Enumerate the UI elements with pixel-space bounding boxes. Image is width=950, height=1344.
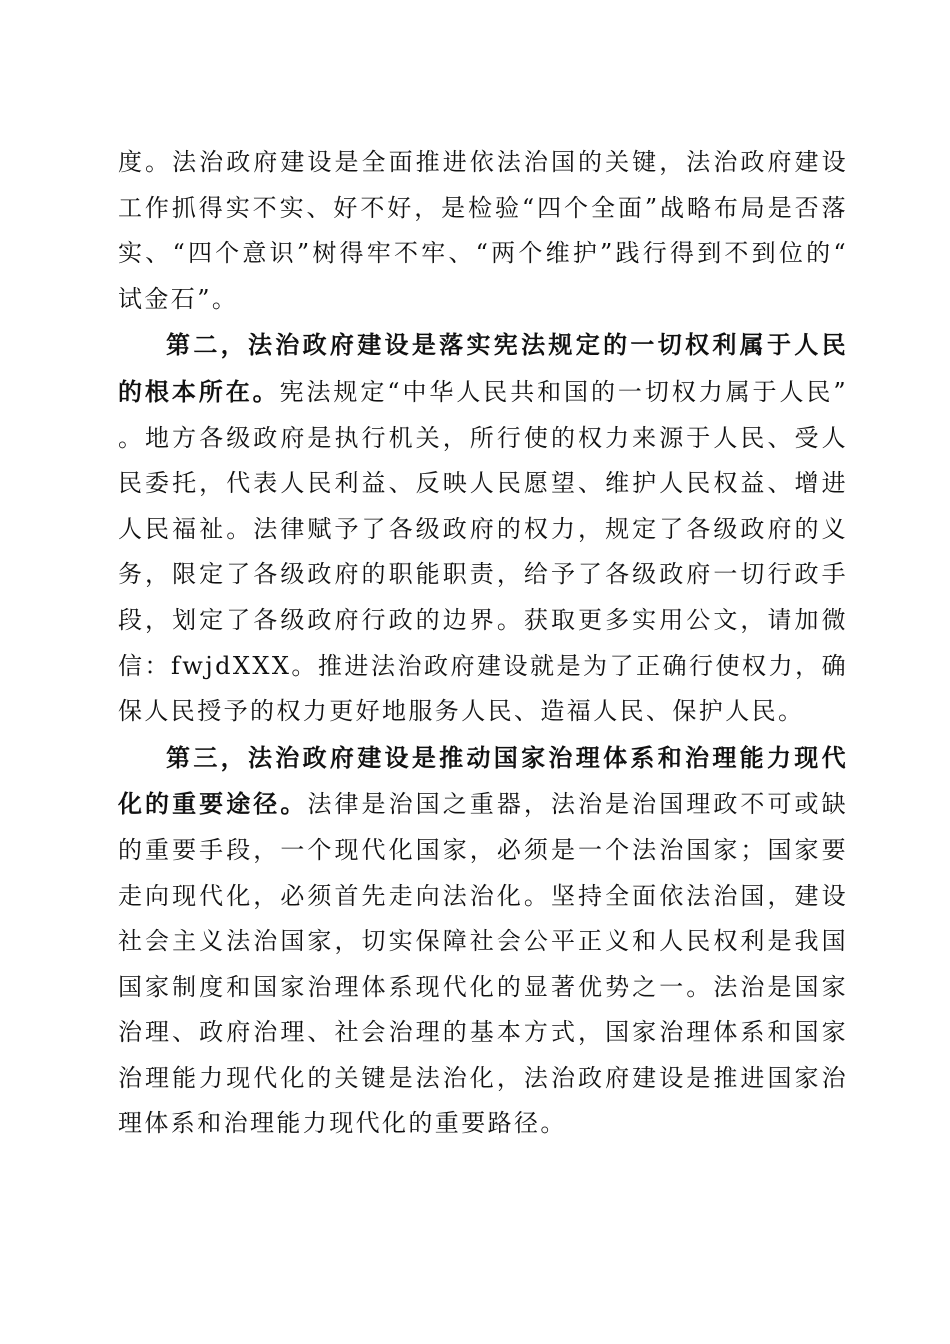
paragraph-second-point (118, 322, 848, 734)
paragraph-lead-sentence: 第二，法治政府建设是落实宪法规定的一切权利属于人民的根本所在。 (118, 330, 848, 406)
paragraph-continuation (118, 140, 848, 322)
paragraph-text: 度。法治政府建设是全面推进依法治国的关键，法治政府建设工作抓得实不实、好不好，是检验“四个全面”战略布局是否落实、“四个意识”树得牢不牢、“两个维护”践行得到不到位的“试金石”。 (118, 148, 848, 313)
paragraph-text: 宪法规定“中华人民共和国的一切权力属于人民”。地方各级政府是执行机关，所行使的权力来源于人民、受人民委托，代表人民利益、反映人民愿望、维护人民权益、增进人民福祉。法律赋予了各级政府的权力，规定了各级政府的义务，限定了各级政府的职能职责，给予了各级政府一切行政手段，划定了各级政府行政的边界。获取更多实用公文，请加微信：fwjdXXX。推进法治政府建设就是为了正确行使权力，确保人民授予的权力更好地服务人民、造福人民、保护人民。 (118, 377, 848, 726)
paragraph-text: 法律是治国之重器，法治是治国理政不可或缺的重要手段，一个现代化国家，必须是一个法治国家；国家要走向现代化，必须首先走向法治化。坚持全面依法治国，建设社会主义法治国家，切实保障社会公平正义和人民权利是我国国家制度和国家治理体系现代化的显著优势之一。法治是国家治理、政府治理、社会治理的基本方式，国家治理体系和国家治理能力现代化的关键是法治化，法治政府建设是推进国家治理体系和治理能力现代化的重要路径。 (118, 790, 848, 1138)
paragraph-lead-sentence: 第三，法治政府建设是推动国家治理体系和治理能力现代化的重要途径。 (118, 742, 848, 819)
paragraph-third-point (118, 735, 848, 1147)
document-body (118, 140, 848, 1147)
